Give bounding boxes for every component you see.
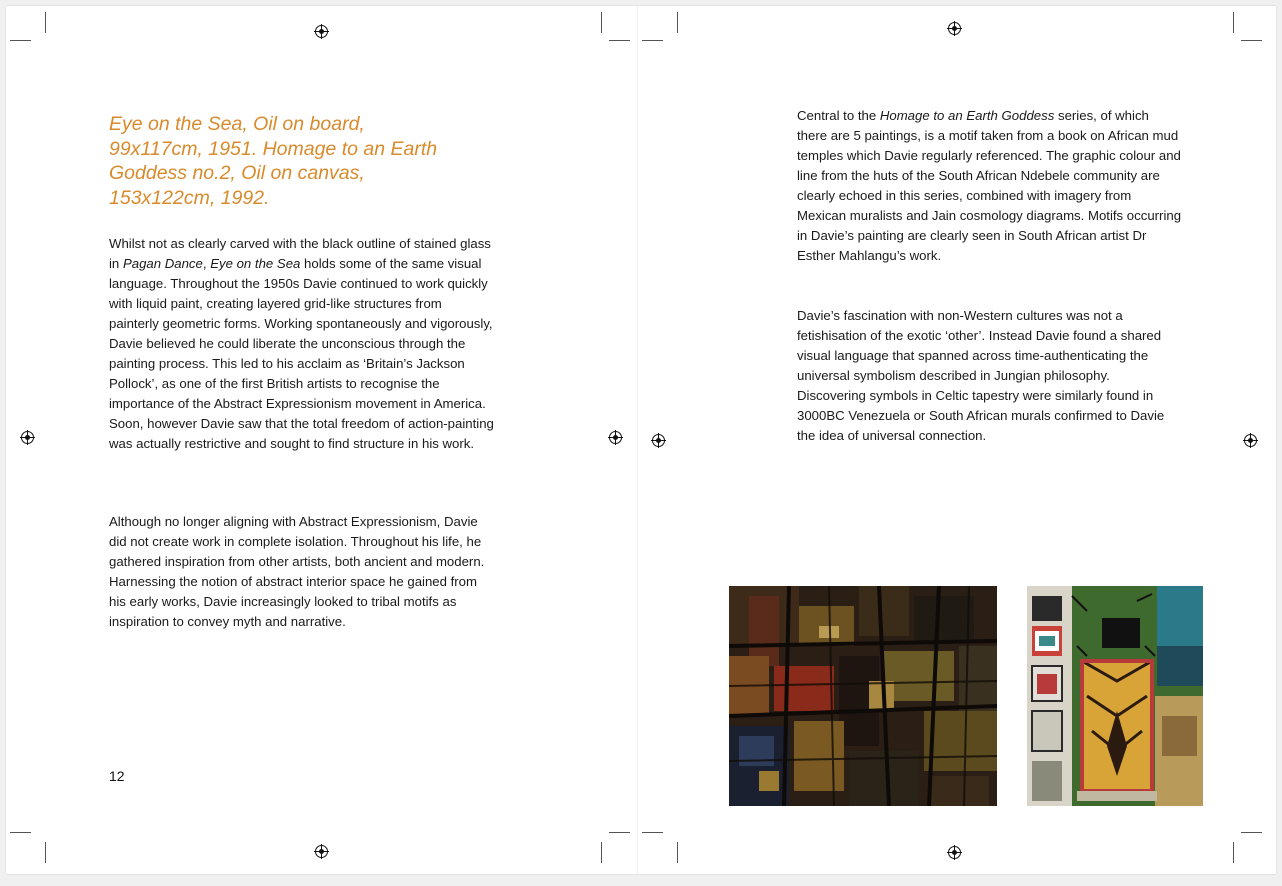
crop-mark-icon <box>1233 12 1234 33</box>
caption-heading: Eye on the Sea, Oil on board, 99x117cm, 1951. Homage to an Earth Goddess no.2, Oil on canvas, 153x122cm, 1992. <box>109 113 438 209</box>
paragraph-text: Whilst not as clearly carved with the black outline of stained glass in <box>109 236 491 271</box>
body-paragraph <box>109 234 494 454</box>
artwork-title: Eye on the Sea <box>210 256 301 271</box>
artwork-title: Homage to an Earth Goddess <box>879 108 1055 123</box>
crop-mark-icon <box>609 40 630 41</box>
registration-mark-icon <box>315 25 328 38</box>
crop-mark-icon <box>1241 832 1262 833</box>
registration-mark-icon <box>315 845 328 858</box>
registration-mark-icon <box>652 434 665 447</box>
crop-mark-icon <box>677 842 678 863</box>
crop-mark-icon <box>10 832 31 833</box>
artwork-title: Pagan Dance <box>122 256 203 271</box>
body-paragraph <box>797 106 1182 266</box>
crop-mark-icon <box>601 842 602 863</box>
registration-mark-icon <box>609 431 622 444</box>
crop-mark-icon <box>1241 40 1262 41</box>
registration-mark-icon <box>1244 434 1257 447</box>
body-paragraph: Although no longer aligning with Abstract Expressionism, Davie did not create work in complete isolation. Throughout his life, he gathered inspiration from other artists, both ancient and modern. Harnessing the notion of abstract interior space he gained from his early works, Davie increasingly looked to tribal motifs as inspiration to convey myth and narrative. <box>109 514 485 629</box>
left-page <box>6 6 638 874</box>
painting-homage-to-an-earth-goddess <box>1027 586 1203 806</box>
paragraph-text: , <box>202 256 211 271</box>
crop-mark-icon <box>1233 842 1234 863</box>
crop-mark-icon <box>45 12 46 33</box>
paragraph-text: Central to the <box>797 108 880 123</box>
crop-mark-icon <box>677 12 678 33</box>
registration-mark-icon <box>948 846 961 859</box>
crop-mark-icon <box>10 40 31 41</box>
registration-mark-icon <box>21 431 34 444</box>
page-number: 12 <box>109 768 125 784</box>
paragraph-text: series, of which there are 5 paintings, is a motif taken from a book on African mud temples which Davie regularly referenced. The graphic colour and line from the huts of the South African Ndebele community are clearly echoed in this series, combined with imagery from Mexican muralists and Jain cosmology diagrams. Motifs occurring in Davie’s painting are clearly seen in South African artist Dr Esther Mahlangu’s work. <box>797 108 1182 263</box>
paragraph-text: holds some of the same visual language. Throughout the 1950s Davie continued to work quickly with liquid paint, creating layered grid-like structures from painterly geometric forms. Working spontaneously and vigorously, Davie believed he could liberate the unconscious through the painting process. This led to his acclaim as ‘Britain’s Jackson Pollock’, as one of the first British artists to recognise the importance of the Abstract Expressionism movement in America. Soon, however Davie saw that the total freedom of action-painting was actually restrictive and sought to find structure in his work. <box>109 256 494 451</box>
crop-mark-icon <box>642 40 663 41</box>
registration-mark-icon <box>948 22 961 35</box>
crop-mark-icon <box>601 12 602 33</box>
right-page <box>638 6 1276 874</box>
crop-mark-icon <box>45 842 46 863</box>
body-paragraph: Davie’s fascination with non-Western cultures was not a fetishisation of the exotic ‘other’. Instead Davie found a shared visual language that spanned across time-authenticating the universal symbolism described in Jungian philosophy. Discovering symbols in Celtic tapestry were similarly found in 3000BC Venezuela or South African murals confirmed to Davie the idea of universal connection. <box>797 308 1165 443</box>
crop-mark-icon <box>609 832 630 833</box>
painting-eye-on-the-sea <box>729 586 997 806</box>
crop-mark-icon <box>642 832 663 833</box>
